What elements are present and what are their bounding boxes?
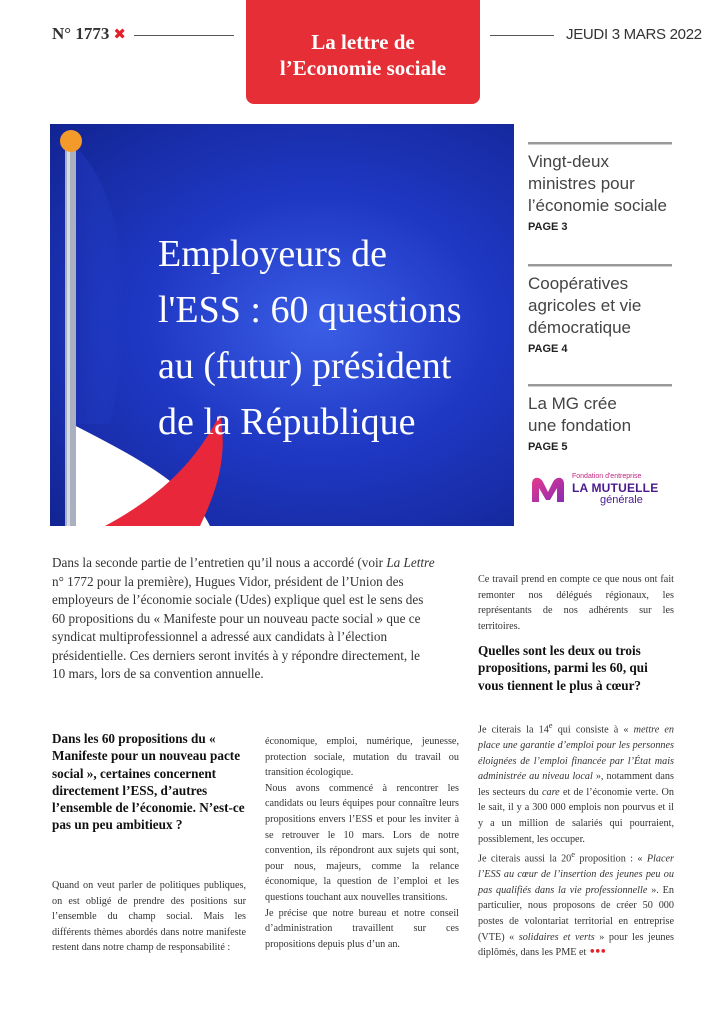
- issue-number: N° 1773 ✖: [52, 24, 126, 43]
- text-run: proposition : «: [575, 853, 647, 865]
- sidebar-page-ref: PAGE 4: [528, 343, 568, 355]
- text-run: et de l’économie verte. On le sait, il y a 300 000 emplois non pourvus et il y a un million de salariés qui pourraient, possiblement, les occuper.: [478, 786, 674, 845]
- text-run: », notamment dans les secteurs du: [478, 771, 674, 798]
- cover-headline: [158, 226, 514, 450]
- quote-italic: solidaires et verts: [518, 931, 595, 943]
- publication-title-line1: La lettre de: [311, 30, 415, 54]
- logo-foundation-caption: Fondation d'entreprise: [572, 473, 642, 480]
- intro-text: n° 1772 pour la première), Hugues Vidor, président de l’Union des employeurs de l’économie sociale (Udes) explique quel est le sens des 60 propositions du « Manifeste pour un nouveau pacte social » que ce syndicat multiprofessionnel a adressé aux candidats à l’élection présidentielle. Ces derniers seront invités à y répondre directement, le 10 mars, lors de sa convention annuelle.: [52, 573, 424, 681]
- issue-date: JEUDI 3 MARS 2022: [566, 26, 702, 43]
- sidebar-rule: [528, 142, 672, 145]
- column-1-answer: [52, 878, 246, 956]
- answer-paragraph: [478, 847, 674, 961]
- sidebar-title-line: ministres pour: [528, 174, 635, 193]
- cover-headline-line: de la République: [158, 401, 416, 443]
- sidebar-title-line: agricoles et vie: [528, 296, 642, 315]
- intro-text: Dans la seconde partie de l’entretien qu’il nous a accordé (voir: [52, 555, 387, 570]
- header-rule-left: [134, 35, 234, 36]
- sidebar-rule: [528, 384, 672, 387]
- sidebar-story-title: [528, 393, 672, 437]
- answer-paragraph: [478, 718, 674, 847]
- sidebar-rule: [528, 264, 672, 267]
- continued-marker-icon[interactable]: •••: [588, 947, 606, 959]
- ordinal-sup: e: [548, 720, 553, 730]
- sidebar-title-line: Coopératives: [528, 274, 629, 293]
- logo-subtitle: générale: [600, 494, 643, 506]
- interview-question-1: Dans les 60 propositions du « Manifeste pour un nouveau pacte social », certaines concernent directement l’ESS, d’autres l’ensemble de l’économie. N’est-ce pas un peu ambitieux ?: [52, 731, 245, 833]
- cover-headline-line: au (futur) président: [158, 345, 452, 387]
- quote-italic: Placer l’ESS au cœur de l’insertion des jeunes peu ou pas qualifiés dans la vie professionnelle: [478, 853, 674, 896]
- answer-paragraph: Quand on veut parler de politiques publiques, on est obligé de prendre des positions sur l’ensemble du champ social. Mais les différents thèmes abordés dans notre manifeste restent dans notre champ de responsabilité :: [52, 880, 246, 954]
- sidebar-page-ref: PAGE 5: [528, 441, 568, 453]
- cover-headline-line: Employeurs de: [158, 233, 388, 275]
- quote-italic: mettre en place une garantie d’emploi pour les personnes éloignées de l’emploi financée par l’État mais administrée au niveau local: [478, 724, 674, 783]
- answer-paragraph: Je précise que notre bureau et notre conseil d’administration travaillent sur ces propositions depuis plus d’un an.: [265, 907, 459, 950]
- publication-banner[interactable]: [246, 0, 480, 104]
- sidebar-story-title: [528, 151, 672, 217]
- sidebar-title-line: Vingt-deux: [528, 152, 609, 171]
- text-run: Je citerais aussi la 20: [478, 853, 572, 865]
- quote-italic: care: [541, 786, 560, 798]
- article-intro: [52, 554, 436, 684]
- sidebar-title-line: l’économie sociale: [528, 196, 667, 215]
- sidebar-story-fondation[interactable]: [528, 384, 672, 453]
- header-rule-right: [490, 35, 554, 36]
- close-mark-icon: ✖: [113, 25, 126, 43]
- logo-name: LA MUTUELLE: [572, 481, 659, 495]
- sidebar-page-ref: PAGE 3: [528, 221, 568, 233]
- ordinal-sup: e: [571, 849, 576, 860]
- sidebar-story-ministres[interactable]: [528, 142, 672, 233]
- answer-paragraph: économique, emploi, numérique, jeunesse, protection sociale, mutation du travail ou transition écologique.: [265, 736, 459, 779]
- sidebar-story-title: [528, 273, 672, 339]
- cover-headline-line: l'ESS : 60 questions: [158, 289, 462, 331]
- interview-question-2: Quelles sont les deux ou trois propositions, parmi les 60, qui vous tiennent le plus à cœur?: [478, 643, 648, 693]
- sidebar-story-cooperatives[interactable]: [528, 264, 672, 355]
- publication-title-line2: l’Economie sociale: [279, 56, 447, 80]
- sidebar-title-line: démocratique: [528, 318, 632, 337]
- text-run: ». En particulier, nous proposons de créer 50 000 postes de volontariat territorial en entreprise (VTE) «: [478, 884, 674, 943]
- answer-paragraph: Ce travail prend en compte ce que nous ont fait remonter nos délégués régionaux, les représentants de nos adhérents sur les territoires.: [478, 574, 674, 632]
- sidebar-title-line: La MG crée: [528, 394, 617, 413]
- intro-italic: La Lettre: [386, 555, 435, 570]
- text-run: qui consiste à «: [552, 724, 634, 736]
- text-run: » pour les jeunes diplômés, dans les PME et: [478, 931, 675, 959]
- sidebar-title-line: une fondation: [528, 416, 632, 435]
- cover-image[interactable]: [50, 124, 514, 526]
- text-run: Je citerais la 14: [478, 724, 549, 736]
- column-3-answer: [478, 718, 674, 961]
- answer-paragraph: Nous avons commencé à rencontrer les candidats ou leurs équipes pour connaître leurs propositions envers l’ESS et pour les inviter à se retrouver le 10 mars. Lors de notre convention, ils répondront aux sujets qui sont, pour nous, majeurs, comme la relance économique, la question de l’emploi et les questions touchant aux nouvelles transitions.: [265, 782, 459, 903]
- column-3-lead: [478, 572, 674, 634]
- column-2: [265, 734, 459, 952]
